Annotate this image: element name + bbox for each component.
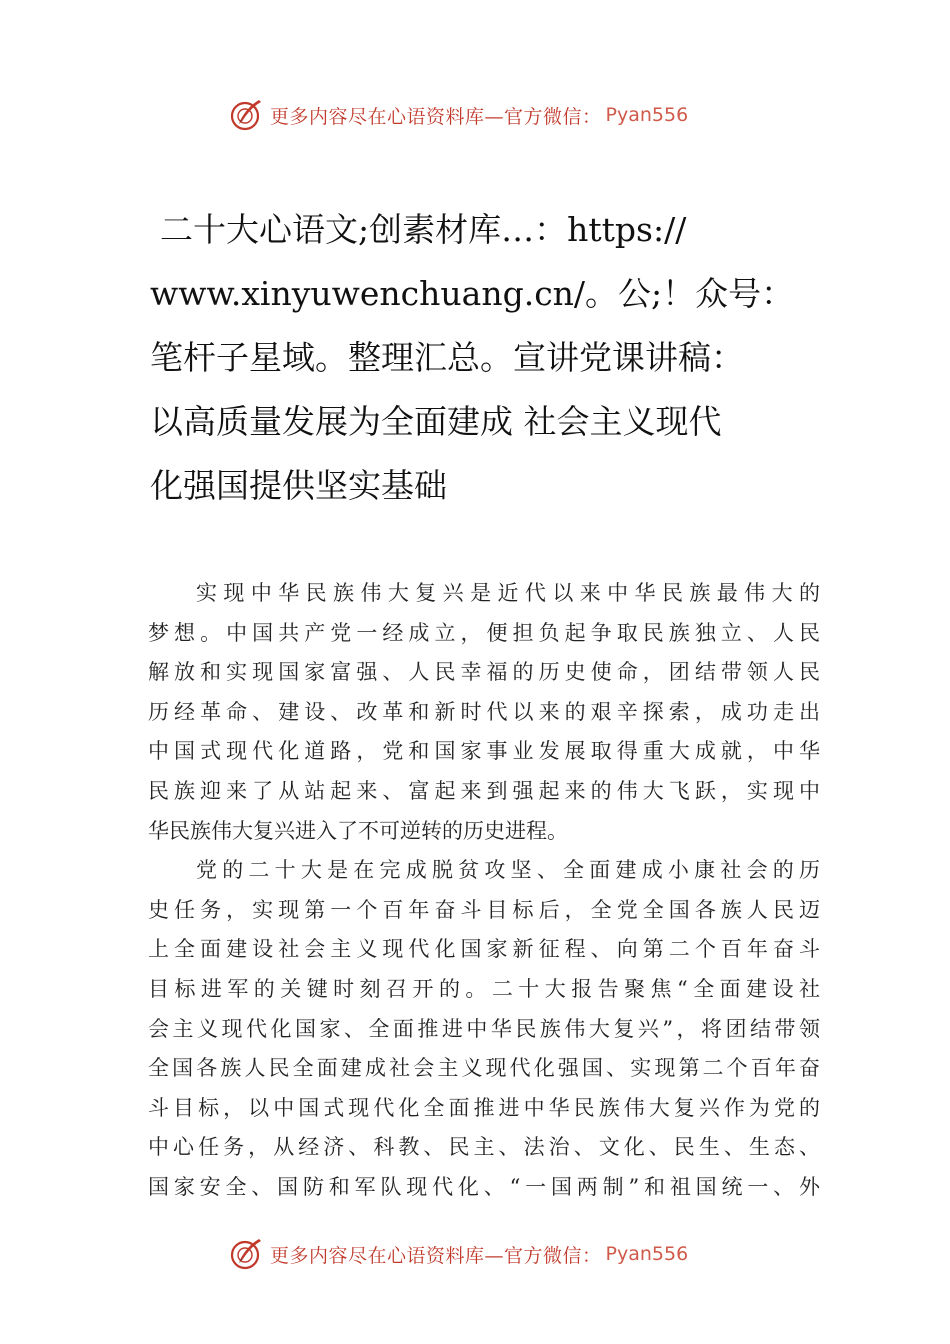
watermark-wechat-id: Pyan556 xyxy=(605,104,689,126)
title-line: 化强国提供坚实基础 xyxy=(150,466,447,505)
text-line: 梦想。中国共产党一经成立，便担负起争取民族独立、人民 xyxy=(148,620,820,645)
text-line: 解放和实现国家富强、人民幸福的历史使命，团结带领人民 xyxy=(148,660,820,685)
title-line: 以高质量发展为全面建成 社会主义现代 xyxy=(150,402,722,441)
quill-pen-logo-icon xyxy=(228,97,264,133)
text-line: 斗目标，以中国式现代化全面推进中华民族伟大复兴作为党的 xyxy=(148,1095,820,1120)
title-line: 笔杆子星域。整理汇总。宣讲党课讲稿： xyxy=(150,338,744,377)
footer-watermark-banner xyxy=(228,1234,688,1274)
paragraph xyxy=(148,851,820,1207)
text-line: 目标进军的关键时刻召开的。二十大报告聚焦“全面建设社 xyxy=(148,976,820,1001)
watermark-text: 更多内容尽在心语资料库—官方微信： xyxy=(270,1244,602,1267)
title-line: 二十大心语文;创素材库…：https:// xyxy=(160,210,687,249)
text-line: 历经革命、建设、改革和新时代以来的艰辛探索，成功走出 xyxy=(148,699,820,724)
watermark-wechat-id: Pyan556 xyxy=(605,1243,689,1265)
text-line: 中国式现代化道路，党和国家事业发展取得重大成就，中华 xyxy=(148,739,820,764)
text-line: 华民族伟大复兴进入了不可逆转的历史进程。 xyxy=(148,818,568,843)
document-title xyxy=(150,198,795,518)
header-watermark-banner xyxy=(228,95,688,135)
watermark-text: 更多内容尽在心语资料库—官方微信： xyxy=(270,105,602,128)
text-line: 会主义现代化国家、全面推进中华民族伟大复兴”，将团结带领 xyxy=(148,1016,820,1041)
title-line: www.xinyuwenchuang.cn/。公;！众号： xyxy=(150,274,795,313)
quill-pen-logo-icon xyxy=(228,1236,264,1272)
paragraph xyxy=(148,574,820,851)
document-body xyxy=(148,574,820,1208)
text-line: 上全面建设社会主义现代化国家新征程、向第二个百年奋斗 xyxy=(148,937,820,962)
text-line: 实现中华民族伟大复兴是近代以来中华民族最伟大的 xyxy=(196,581,820,605)
text-line: 史任务，实现第一个百年奋斗目标后，全党全国各族人民迈 xyxy=(148,897,820,922)
text-line: 民族迎来了从站起来、富起来到强起来的伟大飞跃，实现中 xyxy=(148,778,820,803)
text-line: 全国各族人民全面建成社会主义现代化强国、实现第二个百年奋 xyxy=(148,1056,820,1081)
text-line: 中心任务，从经济、科教、民主、法治、文化、民生、生态、 xyxy=(148,1135,820,1160)
text-line: 国家安全、国防和军队现代化、“一国两制”和祖国统一、外 xyxy=(148,1174,820,1199)
text-line: 党的二十大是在完成脱贫攻坚、全面建成小康社会的历 xyxy=(196,858,820,883)
